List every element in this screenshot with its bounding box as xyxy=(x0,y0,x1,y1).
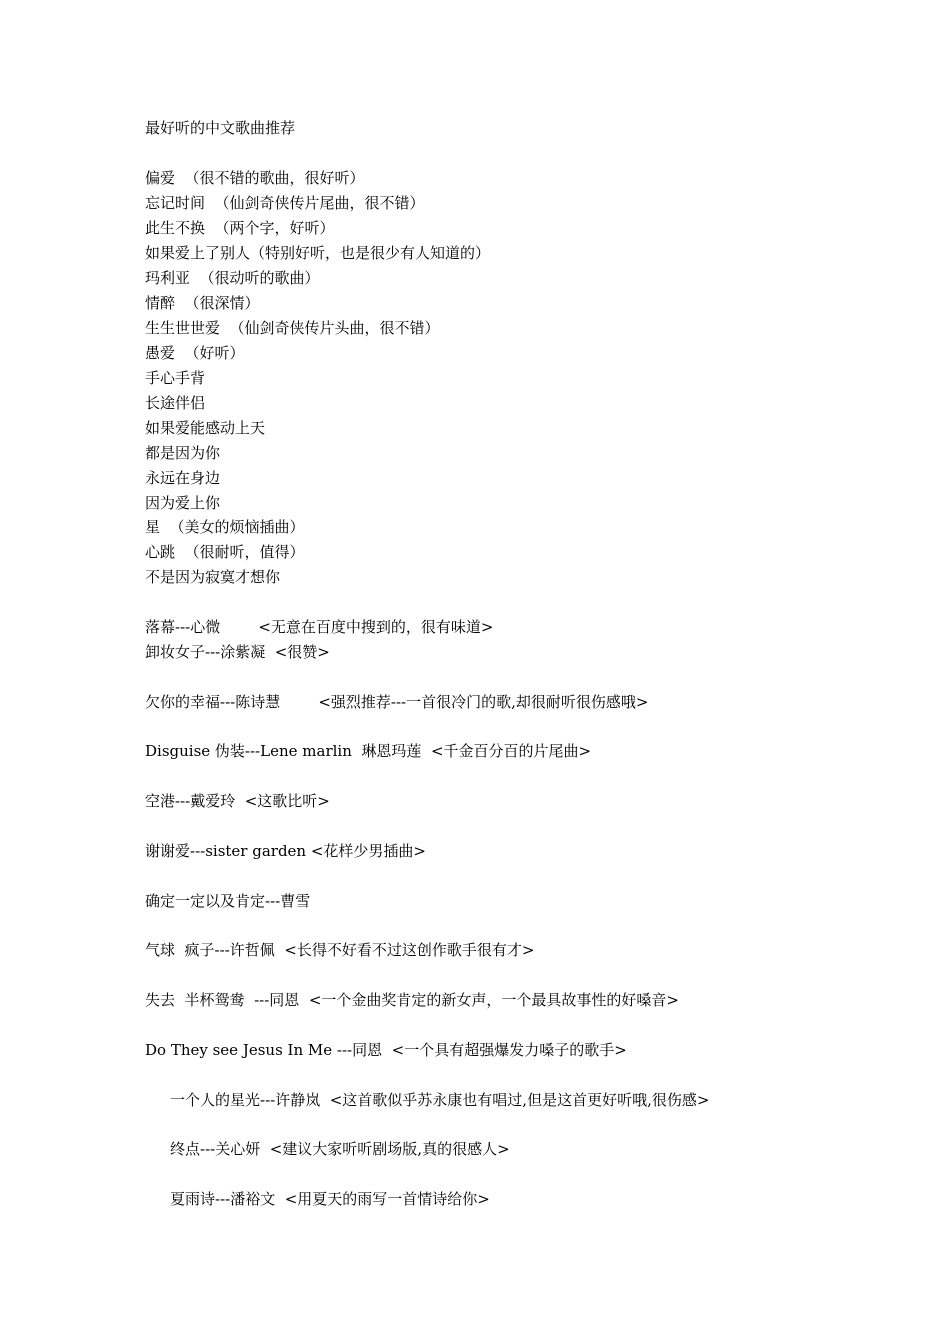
song-line: 确定一定以及肯定---曹雪 xyxy=(145,892,311,910)
document-title: 最好听的中文歌曲推荐 xyxy=(145,119,296,137)
song-line: Do They see Jesus In Me ---同恩 <一个具有超强爆发力嗓子的歌手> xyxy=(145,1041,627,1059)
song-line: 如果爱上了别人（特别好听，也是很少有人知道的） xyxy=(145,244,491,262)
song-line: 都是因为你 xyxy=(145,444,221,462)
song-line: 欠你的幸福---陈诗慧 <强烈推荐---一首很冷门的歌,却很耐听很伤感哦> xyxy=(145,693,649,711)
song-line: 夏雨诗---潘裕文 <用夏天的雨写一首情诗给你> xyxy=(170,1190,490,1208)
song-line: 失去 半杯鸳鸯 ---同恩 <一个金曲奖肯定的新女声，一个最具故事性的好嗓音> xyxy=(145,991,679,1009)
song-line: 愚爱 （好听） xyxy=(145,344,245,362)
song-line: 谢谢爱---sister garden <花样少男插曲> xyxy=(145,842,427,860)
song-line: 不是因为寂寞才想你 xyxy=(145,568,281,586)
song-line: 因为爱上你 xyxy=(145,494,221,512)
song-line: 如果爱能感动上天 xyxy=(145,419,266,437)
song-line: 忘记时间 （仙剑奇侠传片尾曲，很不错） xyxy=(145,194,425,212)
song-line: 长途伴侣 xyxy=(145,394,206,412)
song-line: 落幕---心微 <无意在百度中搜到的，很有味道> xyxy=(145,618,494,636)
song-line: 手心手背 xyxy=(145,369,206,387)
song-line: 终点---关心妍 <建议大家听听剧场版,真的很感人> xyxy=(170,1140,510,1158)
song-line: Disguise 伪装---Lene marlin 琳恩玛莲 <千金百分百的片尾曲> xyxy=(145,742,592,760)
song-line: 情醉 （很深情） xyxy=(145,294,260,312)
song-line: 卸妆女子---涂紫凝 <很赞> xyxy=(145,643,330,661)
song-line: 星 （美女的烦恼插曲） xyxy=(145,518,305,536)
song-line: 气球 疯子---许哲佩 <长得不好看不过这创作歌手很有才> xyxy=(145,941,535,959)
song-line: 玛利亚 （很动听的歌曲） xyxy=(145,269,320,287)
song-line: 空港---戴爱玲 <这歌比听> xyxy=(145,792,330,810)
song-line: 心跳 （很耐听，值得） xyxy=(145,543,305,561)
song-line: 永远在身边 xyxy=(145,469,221,487)
song-line: 生生世世爱 （仙剑奇侠传片头曲，很不错） xyxy=(145,319,440,337)
song-line: 一个人的星光---许静岚 <这首歌似乎苏永康也有唱过,但是这首更好听哦,很伤感> xyxy=(170,1091,710,1109)
song-line: 此生不换 （两个字，好听） xyxy=(145,219,335,237)
song-line: 偏爱 （很不错的歌曲，很好听） xyxy=(145,169,365,187)
